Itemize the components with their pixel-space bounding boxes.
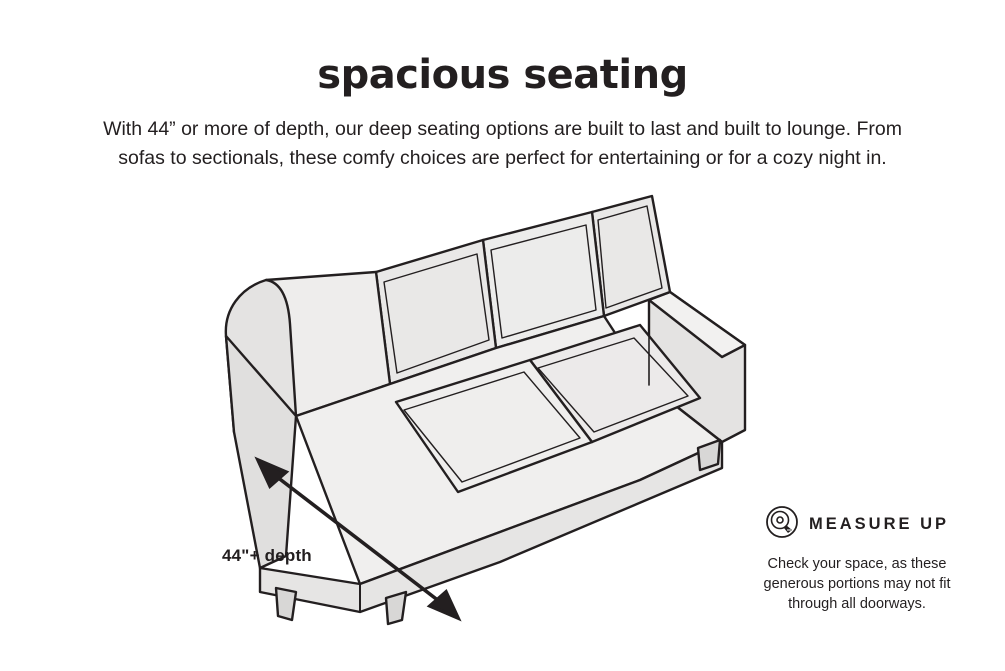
depth-dimension-label: 44"+ depth xyxy=(222,546,312,565)
measure-up-header xyxy=(737,505,977,544)
description-text: With 44” or more of depth, our deep seating options are built to last and built to lounge. From sofas to sectionals, these comfy choices are perfect for entertaining or for a cozy night in. xyxy=(103,118,902,169)
measure-up-callout xyxy=(737,505,977,614)
tape-measure-icon xyxy=(765,505,799,544)
page-title: spacious seating xyxy=(317,52,688,98)
measure-up-title: MEASURE UP xyxy=(808,515,949,533)
measure-up-note: Check your space, as these generous portions may not fit through all doorways. xyxy=(763,556,951,612)
